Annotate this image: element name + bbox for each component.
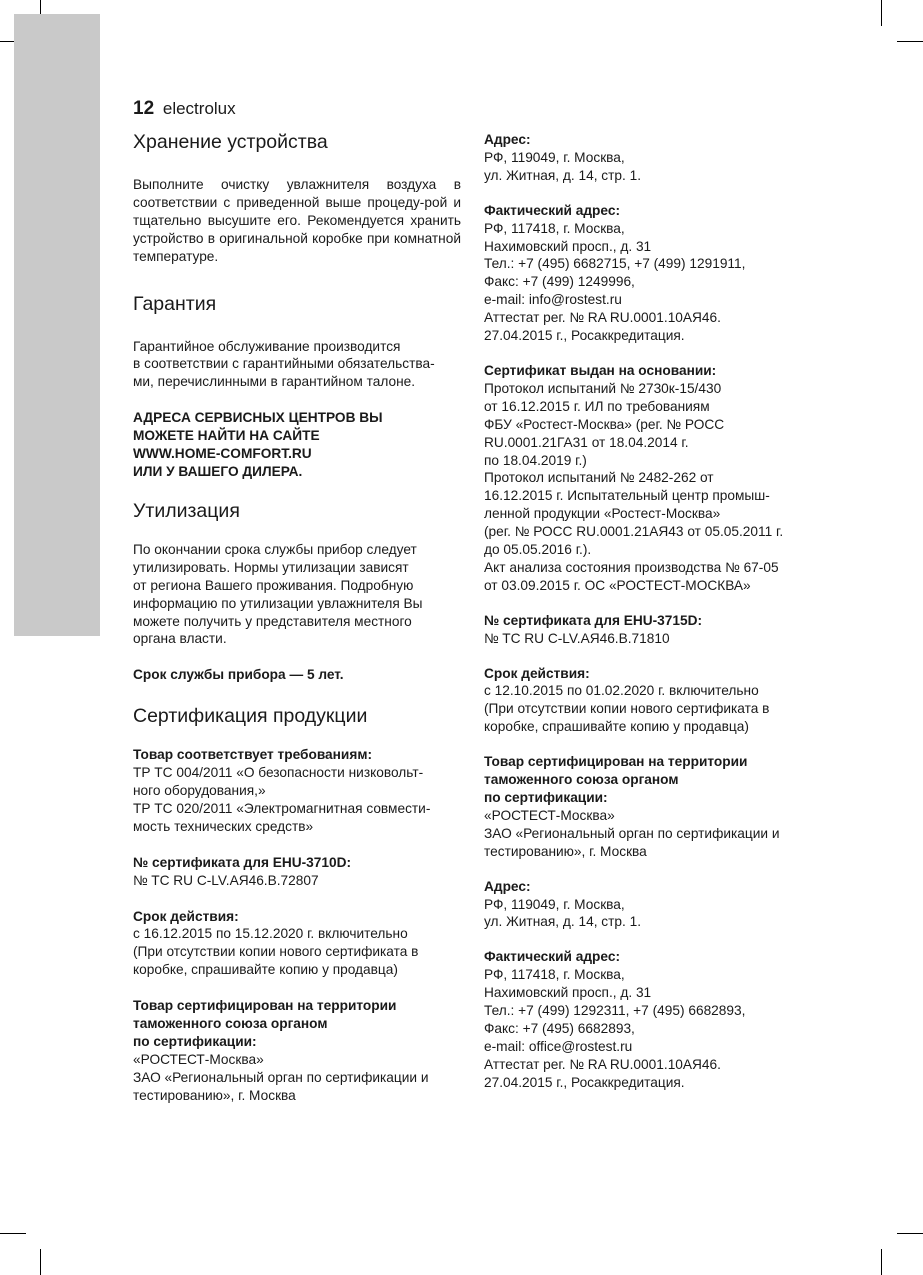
- crop-mark: [881, 0, 882, 26]
- validity-text: с 12.10.2015 по 01.02.2020 г. включительно (При отсутствии копии нового сертификата в коробке, спрашивайте копию у продавца): [484, 683, 770, 735]
- crop-mark: [897, 41, 923, 42]
- brand-name: electrolux: [162, 99, 236, 118]
- basis-text: Протокол испытаний № 2730к-15/430 от 16.12.2015 г. ИЛ по требованиям ФБУ «Ростест-Москва» (рег. № РОСС RU.0001.21ГА31 от 18.04.2014 г. по 18.04.2019 г.) Протокол испытаний № 2482-262 от 16.12.2015 г. Испытательный центр промыш- ленной продукции «Ростест-Москва» (рег. № РОСС RU.0001.21АЯ43 от 05.05.2011 г. до 05.05.2016 г.). Акт анализа состояния производства № 67-05 от 03.09.2015 г. ОС «РОСТЕСТ-МОСКВА»: [484, 380, 784, 593]
- warranty-text: Гарантийное обслуживание производится в соответствии с гарантийными обязательства- ми, перечислинными в гарантийном талоне.: [133, 338, 435, 390]
- cert-body-heading: Товар сертифицирован на территории таможенного союза органом по сертификации:: [133, 998, 397, 1049]
- right-column: [484, 131, 814, 1092]
- side-band: [14, 14, 100, 636]
- actual-address-heading: Фактический адрес:: [484, 949, 620, 965]
- cert-number: № TC RU C-LV.АЯ46.В.71810: [484, 630, 670, 646]
- actual-address-text: РФ, 117418, г. Москва, Нахимовский просп., д. 31 Тел.: +7 (499) 1292311, +7 (495) 6682893, Факс: +7 (495) 6682893, e-mail: office@rostest.ru Аттестат рег. № RA RU.0001.10АЯ46. 27.04.2015 г., Росаккредитация.: [484, 967, 746, 1090]
- disposal-title: Утилизация: [133, 499, 240, 522]
- requirements-text: ТР ТС 004/2011 «О безопасности низковольт- ного оборудования,» ТР ТС 020/2011 «Электромагнитная совмести- мость технических средств»: [133, 765, 431, 834]
- cert-heading: № сертификата для EHU-3710D:: [133, 854, 352, 870]
- certification-title: Сертификация продукции: [133, 705, 368, 728]
- requirements-heading: Товар соответствует требованиям:: [133, 747, 373, 763]
- storage-title: Хранение устройства: [133, 131, 328, 153]
- left-column: [133, 128, 461, 1105]
- service-centers-notice: АДРЕСА СЕРВИСНЫХ ЦЕНТРОВ ВЫ МОЖЕТЕ НАЙТИ НА САЙТЕ WWW.HOME-COMFORT.RU ИЛИ У ВАШЕГО ДИЛЕРА.: [133, 410, 383, 479]
- cert-body-text: «РОСТЕСТ-Москва» ЗАО «Региональный орган по сертификации и тестированию», г. Москва: [484, 807, 780, 859]
- cert-body-heading: Товар сертифицирован на территории таможенного союза органом по сертификации:: [484, 754, 748, 805]
- cert-number: № TC RU C-LV.АЯ46.В.72807: [133, 872, 319, 888]
- actual-address-text: РФ, 117418, г. Москва, Нахимовский просп., д. 31 Тел.: +7 (495) 6682715, +7 (499) 1291911, Факс: +7 (499) 1249996, e-mail: info@rostest.ru Аттестат рег. № RA RU.0001.10АЯ46. 27.04.2015 г., Росаккредитация.: [484, 220, 746, 344]
- crop-mark: [897, 1233, 923, 1234]
- cert-heading: № сертификата для EHU-3715D:: [484, 612, 703, 628]
- crop-mark: [40, 1249, 41, 1275]
- page-number: 12: [133, 98, 155, 119]
- crop-mark: [881, 1249, 882, 1275]
- address-text: РФ, 119049, г. Москва, ул. Житная, д. 14, стр. 1.: [484, 896, 642, 930]
- service-life: Срок службы прибора — 5 лет.: [133, 667, 344, 683]
- crop-mark: [0, 1233, 26, 1234]
- page-header: [133, 98, 236, 120]
- address-text: РФ, 119049, г. Москва, ул. Житная, д. 14, стр. 1.: [484, 149, 642, 183]
- address-heading: Адрес:: [484, 878, 531, 894]
- address-heading: Адрес:: [484, 132, 531, 147]
- warranty-title: Гарантия: [133, 292, 217, 315]
- validity-heading: Срок действия:: [484, 665, 590, 681]
- actual-address-heading: Фактический адрес:: [484, 202, 620, 218]
- cert-body-text: «РОСТЕСТ-Москва» ЗАО «Региональный орган по сертификации и тестированию», г. Москва: [133, 1051, 429, 1103]
- validity-text: с 16.12.2015 по 15.12.2020 г. включительно (При отсутствии копии нового сертификата в коробке, спрашивайте копию у продавца): [133, 926, 419, 978]
- basis-heading: Сертификат выдан на основании:: [484, 362, 717, 378]
- storage-text: Выполните очистку увлажнителя воздуха в соответствии с приведенной выше процеду-рой и тщательно высушите его. Рекомендуется хранить устройство в оригинальной коробке при комнатной температуре.: [133, 177, 461, 264]
- disposal-text: По окончании срока службы прибор следует утилизировать. Нормы утилизации зависят от региона Вашего проживания. Подробную информацию по утилизации увлажнителя Вы можете получить у представителя местного органа власти.: [133, 541, 423, 647]
- validity-heading: Срок действия:: [133, 908, 239, 924]
